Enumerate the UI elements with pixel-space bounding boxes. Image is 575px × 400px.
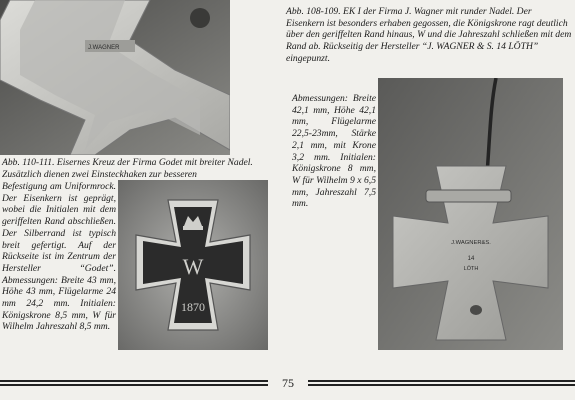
photo-godet-cross-obverse: [118, 180, 268, 350]
caption-godet-body: [2, 181, 116, 333]
caption-godet-heading: [2, 157, 290, 180]
caption-wagner: [286, 6, 572, 65]
photo-cross-reverse-detail: [0, 0, 230, 155]
maker-location: LÖTH: [463, 266, 479, 272]
pin-catch: [470, 305, 482, 315]
pin-hinge-bar: [426, 190, 511, 202]
cross-reverse-detail-graphic: [0, 0, 230, 155]
caption-godet-body-text: Befestigung am Uniformrock. Der Eisenkern ist geprägt, wobei die Initialen mit dem geriffelten Rand abschließen. Der Silberrand ist typisch breit gefertigt. Auf der Rückseite ist im Zentrum der Hersteller “Godet”. Abmessungen: Breite 43 mm, Höhe 43 mm, Flügelarme 24 mm 24,2 mm. Initialen: Königskrone 8,5 mm, W für Wilhelm Jahreszahl 8,5 mm.: [2, 181, 116, 333]
cross-year: 1870: [181, 300, 205, 314]
caption-wagner-measurements: [292, 93, 376, 210]
cross-reverse-stamp: J.WAGNER: [88, 45, 120, 51]
caption-wagner-text: Abb. 108-109. EK I der Firma J. Wagner mit runder Nadel. Der Eisenkern ist besonders erhaben gegossen, die Königskrone ragt deutlich über den geriffelten Rand hinaus, W und die Jahreszahl schließen mit dem Rand ab. Rückseitig der Hersteller “J. WAGNER & S. 14 LÖTH” eingepunzt.: [286, 6, 572, 64]
page-number: 75: [268, 376, 308, 390]
maker-stamp: J.WAGNER&S.: [451, 240, 491, 246]
caption-godet-heading-text: Abb. 110-111. Eisernes Kreuz der Firma Godet mit breiter Nadel. Zusätzlich dienen zwei Einsteckhaken zur besseren: [2, 157, 253, 180]
maker-number: 14: [467, 256, 475, 262]
godet-cross-graphic: [118, 180, 268, 350]
cross-initial-w: W: [182, 254, 204, 279]
wagner-cross-reverse-graphic: [378, 78, 563, 350]
caption-wagner-measurements-text: Abmessungen: Breite 42,1 mm, Höhe 42,1 mm, Flügelarme 22,5-23mm, Stärke 2,1 mm, mit Krone 3,2 mm. Initialen: Königskrone 8 mm, W für Wilhelm 9 x 6,5 mm, Jahreszahl 7,5 mm.: [292, 93, 376, 210]
photo-wagner-cross-reverse: [378, 78, 563, 350]
